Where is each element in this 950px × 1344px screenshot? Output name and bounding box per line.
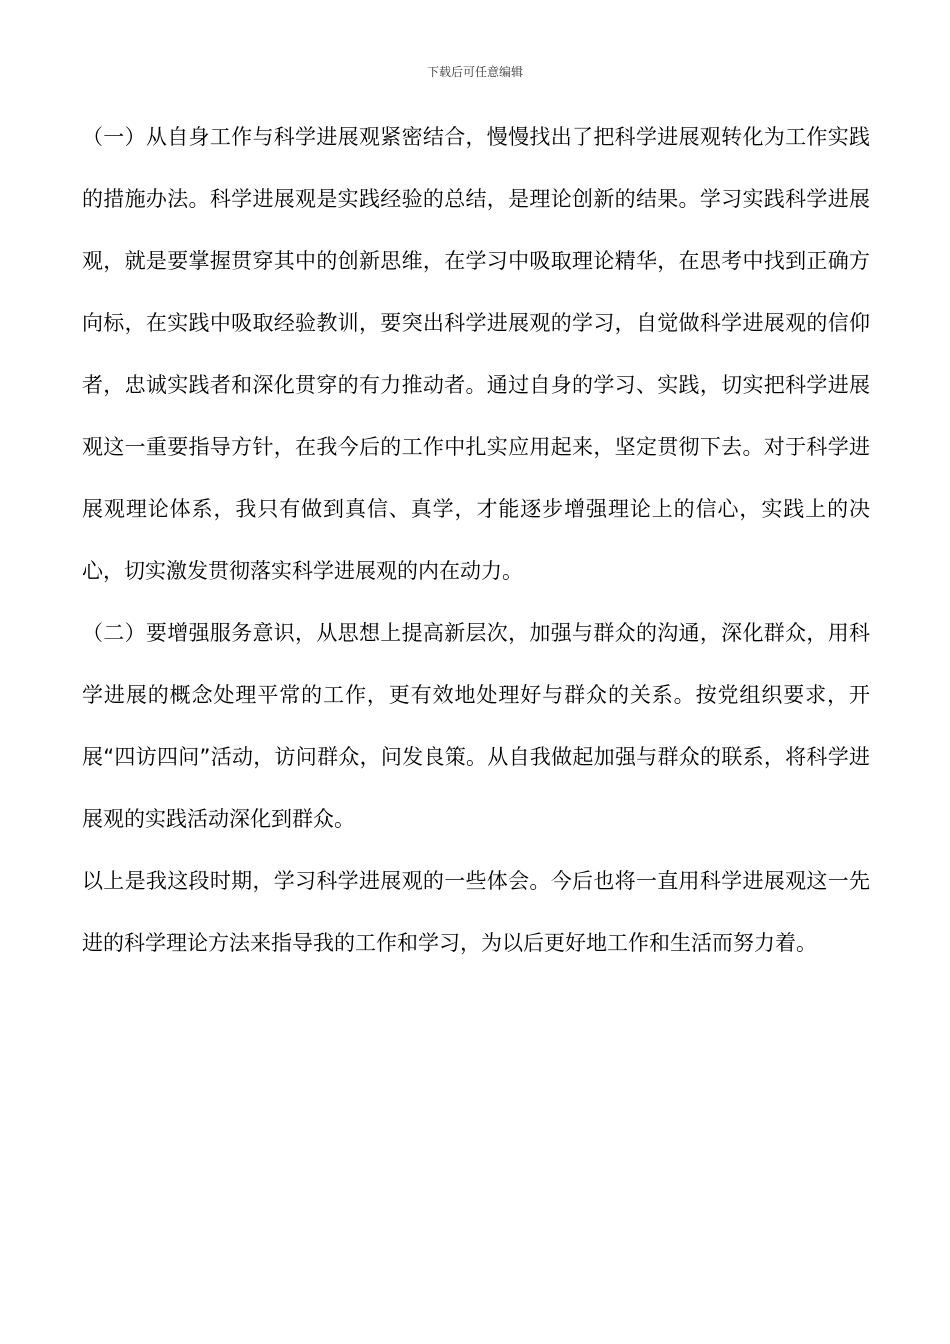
paragraph-3: 以上是我这段时期，学习科学进展观的一些体会。今后也将一直用科学进展观这一先进的科学理论方法来指导我的工作和学习，为以后更好地工作和生活而努力着。 xyxy=(82,869,870,955)
paragraph-1: （一）从自身工作与科学进展观紧密结合，慢慢找出了把科学进展观转化为工作实践的措施办法。科学进展观是实践经验的总结，是理论创新的结果。学习实践科学进展观，就是要掌握贯穿其中的创新思维，在学习中吸取理论精华，在思考中找到正确方向标，在实践中吸取经验教训，要突出科学进展观的学习，自觉做科学进展观的信仰者，忠诚实践者和深化贯穿的有力推动者。通过自身的学习、实践，切实把科学进展观这一重要指导方针，在我今后的工作中扎实应用起来，坚定贯彻下去。对于科学进展观理论体系，我只有做到真信、真学，才能逐步增强理论上的信心，实践上的决心，切实激发贯彻落实科学进展观的内在动力。 xyxy=(82,125,870,583)
header-note: 下载后可任意编辑 xyxy=(426,65,523,79)
paragraph-2: （二）要增强服务意识，从思想上提高新层次，加强与群众的沟通，深化群众，用科学进展的概念处理平常的工作，更有效地处理好与群众的关系。按党组织要求，开展“四访四问”活动，访问群众，问发良策。从自我做起加强与群众的联系，将科学进展观的实践活动深化到群众。 xyxy=(82,621,870,831)
document-body xyxy=(82,106,870,974)
